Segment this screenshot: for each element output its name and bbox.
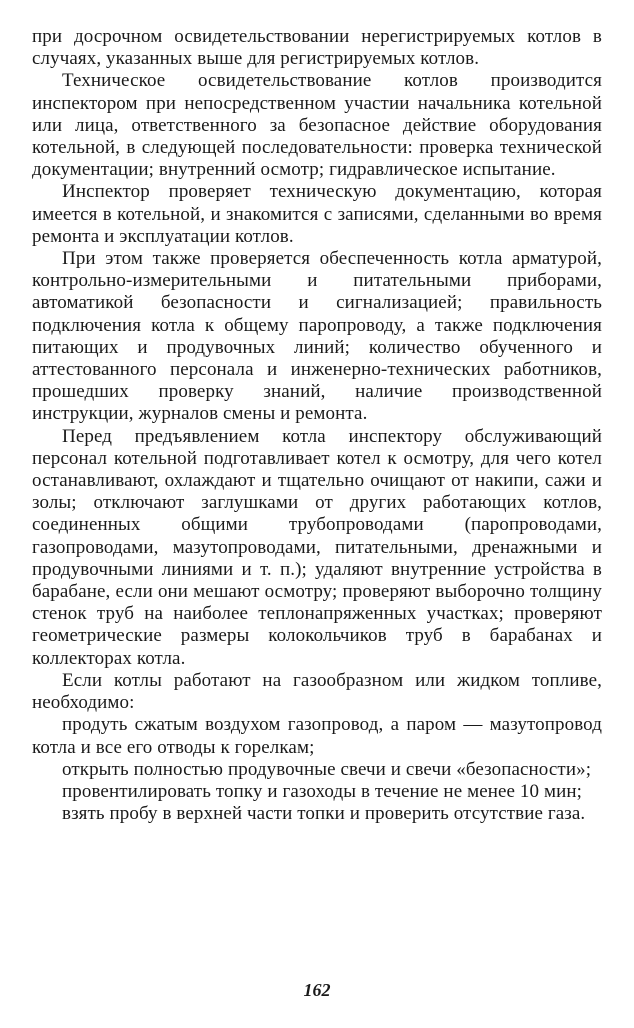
page-text xyxy=(32,26,602,825)
page-number: 162 xyxy=(303,980,331,1000)
paragraph-2: Техническое освидетельствование котлов производится инспектором при непосредственном участии начальника котельной или лица, ответственного за безопасное действие оборудования котельной, в следующей последовательности: проверка технической документации; внутренний осмотр; гидравлическое испытание. xyxy=(32,70,602,181)
paragraph-5: Перед предъявлением котла инспектору обслуживающий персонал котельной подготавливает котел к осмотру, для чего котел останавливают, охлаждают и тщательно очищают от накипи, сажи и золы; отключают заглушками от других работающих котлов, соединенных общими трубопроводами (паропроводами, газопроводами, мазутопроводами, питательными, дренажными и продувочными линиями и т. п.); удаляют внутренние устройства в барабане, если они мешают осмотру; проверяют выборочно толщину стенок труб на наиболее теплонапряженных участках; проверяют геометрические размеры колокольчиков труб в барабанах и коллекторах котла. xyxy=(32,425,602,669)
paragraph-10: взять пробу в верхней части топки и проверить отсутствие газа. xyxy=(62,803,586,825)
paragraph-8: открыть полностью продувочные свечи и свечи «безопасности»; xyxy=(62,758,592,780)
paragraph-4: При этом также проверяется обеспеченность котла арматурой, контрольно-измерительными и питательными приборами, автоматикой безопасности и сигнализацией; правильность подключения котла к общему паропроводу, а также подключения питающих и продувочных линий; количество обученного и аттестованного персонала и инженерно-технических работников, прошедших проверку знаний, наличие производственной инструкции, журналов смены и ремонта. xyxy=(32,248,602,425)
paragraph-9: провентилировать топку и газоходы в течение не менее 10 мин; xyxy=(62,780,583,802)
paragraph-1: при досрочном освидетельствовании нерегистрируемых котлов в случаях, указанных выше для регистрируемых котлов. xyxy=(32,26,602,70)
paragraph-6: Если котлы работают на газообразном или жидком топливе, необходимо: xyxy=(32,669,602,714)
paragraph-3: Инспектор проверяет техническую документацию, которая имеется в котельной, и знакомится с записями, сделанными во время ремонта и эксплуатации котлов. xyxy=(32,181,602,247)
paragraph-7: продуть сжатым воздухом газопровод, а паром — мазутопровод котла и все его отводы к горелкам; xyxy=(32,714,602,758)
